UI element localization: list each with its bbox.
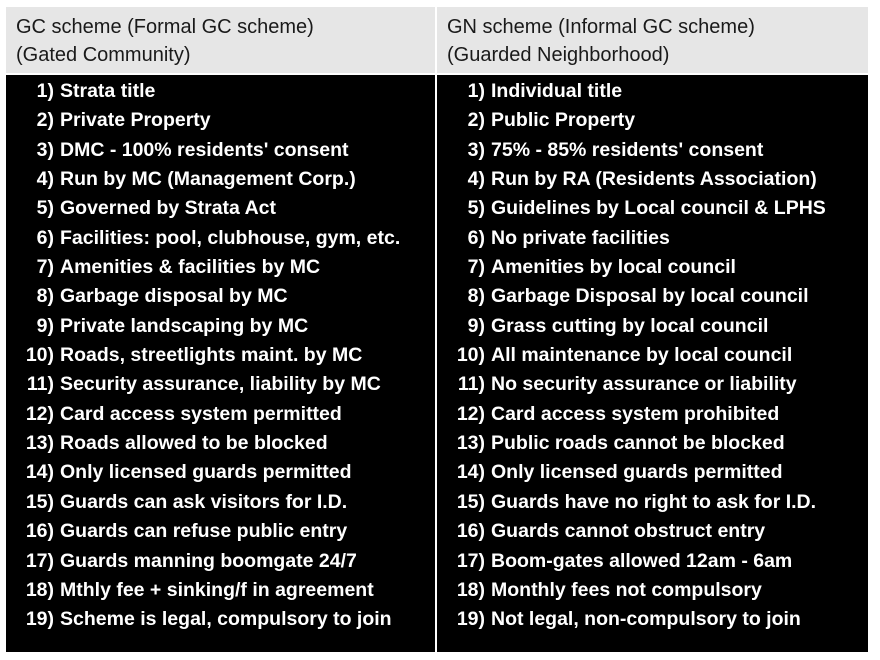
gc-item-text: Garbage disposal by MC — [60, 285, 288, 308]
gn-item-text: Garbage Disposal by local council — [491, 285, 809, 308]
gn-header-title: GN scheme (Informal GC scheme) — [447, 16, 755, 38]
gc-item-text: Mthly fee + sinking/f in agreement — [60, 578, 374, 601]
gn-item-number: 7) — [467, 256, 485, 279]
gn-item-text: No private facilities — [491, 226, 670, 249]
gn-item-number: 19) — [456, 608, 485, 631]
gn-item-number: 16) — [456, 520, 485, 543]
gc-item-number: 5) — [36, 197, 54, 220]
gn-item-text: All maintenance by local council — [491, 344, 793, 367]
gn-item-text: Boom-gates allowed 12am - 6am — [491, 549, 793, 572]
gc-item-text: Card access system permitted — [60, 402, 342, 425]
gn-item-number: 12) — [456, 402, 485, 425]
gn-list — [437, 75, 868, 652]
gc-item-text: Roads, streetlights maint. by MC — [60, 344, 363, 367]
gn-list-item — [449, 605, 868, 634]
gc-list-item — [18, 400, 435, 429]
gn-item-text: Grass cutting by local council — [491, 314, 769, 337]
gc-header-title: GC scheme (Formal GC scheme) — [16, 16, 314, 38]
gc-item-number: 3) — [36, 138, 54, 161]
gn-item-text: Monthly fees not compulsory — [491, 578, 762, 601]
gc-item-text: Guards can refuse public entry — [60, 520, 348, 543]
gc-list-item — [18, 165, 435, 194]
gn-header-subtitle: (Guarded Neighborhood) — [447, 44, 670, 66]
gc-list-item — [18, 370, 435, 399]
gc-item-number: 10) — [25, 344, 54, 367]
gc-item-number: 17) — [25, 549, 54, 572]
gc-item-number: 19) — [25, 608, 54, 631]
gn-list-item — [449, 488, 868, 517]
gn-item-number: 13) — [456, 432, 485, 455]
gn-item-number: 14) — [456, 461, 485, 484]
gc-item-text: Governed by Strata Act — [60, 197, 277, 220]
gc-item-number: 8) — [36, 285, 54, 308]
gn-item-text: Public roads cannot be blocked — [491, 432, 785, 455]
gn-item-text: Guards cannot obstruct entry — [491, 520, 766, 543]
gc-item-text: Private Property — [60, 109, 211, 132]
gc-list-item — [18, 77, 435, 106]
gc-item-number: 1) — [36, 80, 54, 102]
gn-list-item — [449, 517, 868, 546]
gn-list-item — [449, 136, 868, 165]
gn-item-text: Not legal, non-compulsory to join — [491, 608, 801, 631]
gc-list-item — [18, 253, 435, 282]
gn-item-number: 1) — [467, 80, 485, 102]
gc-list-item — [18, 547, 435, 576]
gn-item-number: 10) — [456, 344, 485, 367]
gn-item-text: Guidelines by Local council & LPHS — [491, 197, 826, 220]
gc-item-text: Amenities & facilities by MC — [60, 256, 321, 279]
gn-item-text: Guards have no right to ask for I.D. — [491, 490, 817, 513]
gc-list-item — [18, 605, 435, 634]
gc-item-number: 12) — [25, 402, 54, 425]
gn-item-text: 75% - 85% residents' consent — [491, 138, 764, 161]
gc-item-text: Security assurance, liability by MC — [60, 373, 381, 396]
gn-list-item — [449, 576, 868, 605]
gn-list-item — [449, 77, 868, 106]
gn-item-number: 2) — [467, 109, 485, 132]
gc-list — [6, 75, 435, 652]
gn-list-item — [449, 458, 868, 487]
gn-item-text: Run by RA (Residents Association) — [491, 168, 817, 191]
gc-item-text: Guards manning boomgate 24/7 — [60, 549, 357, 572]
gc-list-item — [18, 576, 435, 605]
gc-item-number: 4) — [36, 168, 54, 191]
gc-list-item — [18, 429, 435, 458]
gc-list-item — [18, 458, 435, 487]
gc-item-number: 13) — [25, 432, 54, 455]
comparison-table — [6, 7, 868, 652]
gn-list-item — [449, 106, 868, 135]
gc-item-number: 16) — [25, 520, 54, 543]
gn-item-number: 18) — [456, 578, 485, 601]
gn-item-text: No security assurance or liability — [491, 373, 797, 396]
gc-item-number: 7) — [36, 256, 54, 279]
gc-header — [6, 7, 435, 73]
gn-item-text: Individual title — [491, 80, 623, 102]
gc-item-text: Only licensed guards permitted — [60, 461, 352, 484]
gc-item-text: Roads allowed to be blocked — [60, 432, 328, 455]
gn-list-item — [449, 224, 868, 253]
gc-item-text: Guards can ask visitors for I.D. — [60, 490, 348, 513]
gn-header — [437, 7, 868, 73]
gc-list-item — [18, 488, 435, 517]
gc-item-text: DMC - 100% residents' consent — [60, 138, 349, 161]
gc-item-number: 14) — [25, 461, 54, 484]
gc-list-item — [18, 224, 435, 253]
gn-item-number: 4) — [467, 168, 485, 191]
gc-item-text: Run by MC (Management Corp.) — [60, 168, 356, 191]
gc-item-text: Strata title — [60, 80, 156, 102]
gc-item-number: 9) — [36, 314, 54, 337]
gn-list-item — [449, 312, 868, 341]
gc-list-item — [18, 282, 435, 311]
gn-item-number: 8) — [467, 285, 485, 308]
gn-list-item — [449, 282, 868, 311]
gn-list-item — [449, 165, 868, 194]
gn-list-item — [449, 253, 868, 282]
gc-item-number: 2) — [36, 109, 54, 132]
gn-item-number: 5) — [467, 197, 485, 220]
gc-list-item — [18, 341, 435, 370]
gn-list-item — [449, 429, 868, 458]
gn-item-number: 15) — [456, 490, 485, 513]
gc-header-subtitle: (Gated Community) — [16, 44, 191, 66]
gc-item-number: 15) — [25, 490, 54, 513]
gn-list-item — [449, 341, 868, 370]
gn-list-item — [449, 400, 868, 429]
gn-item-number: 9) — [467, 314, 485, 337]
gc-item-number: 6) — [36, 226, 54, 249]
gn-item-text: Only licensed guards permitted — [491, 461, 783, 484]
gc-list-item — [18, 517, 435, 546]
gn-list-item — [449, 547, 868, 576]
gn-item-number: 6) — [467, 226, 485, 249]
gc-list-item — [18, 136, 435, 165]
gc-list-item — [18, 106, 435, 135]
gn-item-number: 3) — [467, 138, 485, 161]
gn-item-text: Card access system prohibited — [491, 402, 780, 425]
gc-list-item — [18, 194, 435, 223]
gn-item-text: Public Property — [491, 109, 636, 132]
gc-item-number: 11) — [26, 373, 54, 396]
gc-item-text: Private landscaping by MC — [60, 314, 309, 337]
gn-item-number: 11) — [457, 373, 485, 396]
gc-item-text: Scheme is legal, compulsory to join — [60, 608, 392, 631]
gn-item-number: 17) — [456, 549, 485, 572]
gc-list-item — [18, 312, 435, 341]
gn-list-item — [449, 194, 868, 223]
gc-item-text: Facilities: pool, clubhouse, gym, etc. — [60, 226, 401, 249]
gc-item-number: 18) — [25, 578, 54, 601]
gn-item-text: Amenities by local council — [491, 256, 736, 279]
gn-list-item — [449, 370, 868, 399]
